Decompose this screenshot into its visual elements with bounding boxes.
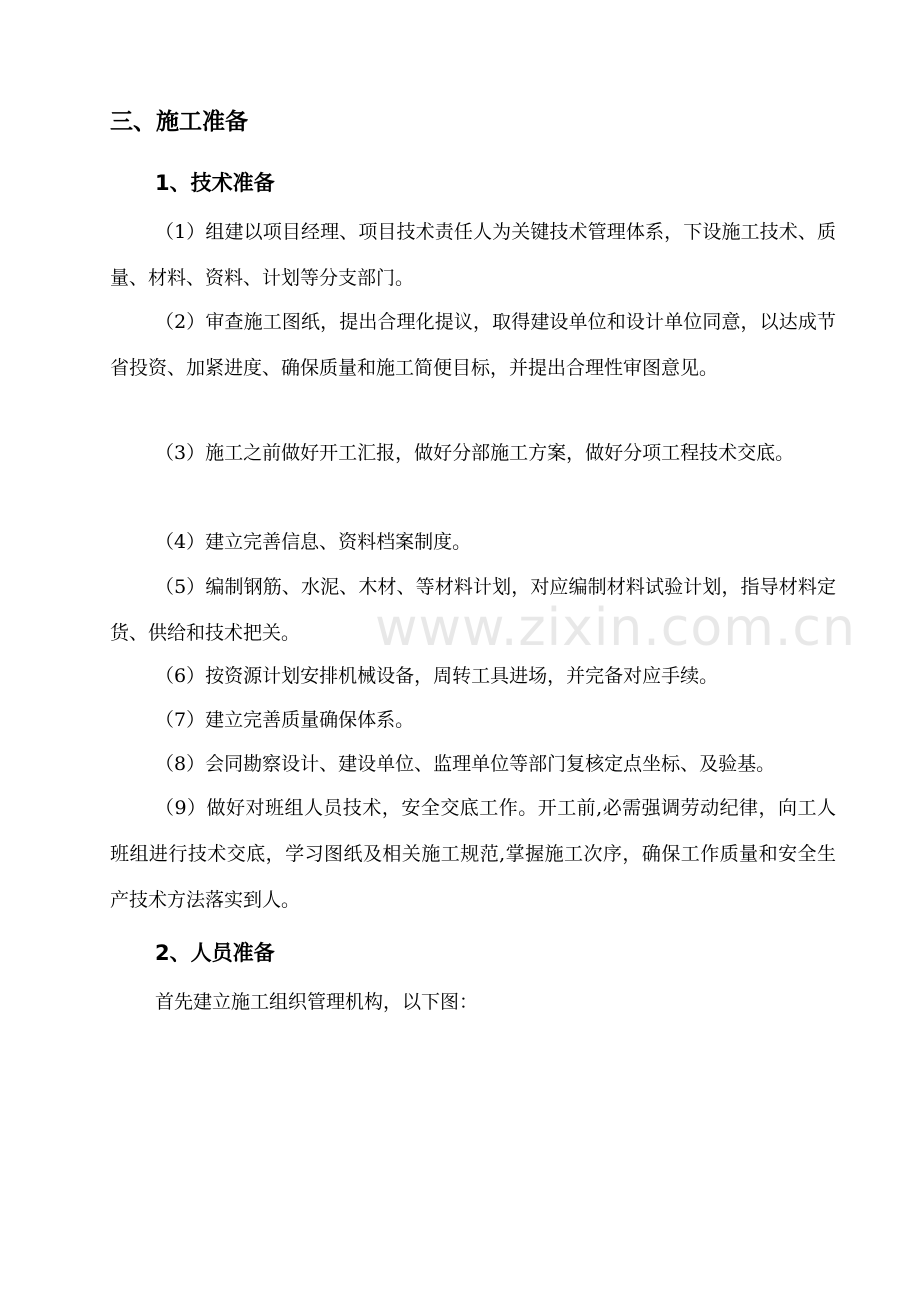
paragraph-item-1: （1）组建以项目经理、项目技术责任人为关键技术管理体系，下设施工技术、质量、材料、资料、计划等分支部门。 [110, 221, 836, 289]
paragraph-item-4: （4）建立完善信息、资料档案制度。 [155, 531, 472, 553]
paragraph-item-2: （2）审查施工图纸，提出合理化提议，取得建设单位和设计单位同意，以达成节省投资、加紧进度、确保质量和施工简便目标，并提出合理性审图意见。 [110, 311, 836, 379]
watermark: www.zixin.com.cn [375, 598, 856, 658]
paragraph-item-9: （9）做好对班组人员技术，安全交底工作。开工前,必需强调劳动纪律，向工人班组进行技术交底，学习图纸及相关施工规范,掌握施工次序，确保工作质量和安全生产技术方法落实到人。 [110, 797, 836, 911]
paragraph-item-3: （3）施工之前做好开工汇报，做好分部施工方案，做好分项工程技术交底。 [155, 442, 795, 464]
paragraph-item-8: （8）会同勘察设计、建设单位、监理单位等部门复核定点坐标、及验基。 [155, 753, 776, 775]
subsection-title-technical: 1、技术准备 [155, 171, 275, 195]
paragraph-item-5: （5）编制钢筋、水泥、木材、等材料计划，对应编制材料试验计划，指导材料定货、供给和技术把关。 [110, 576, 836, 644]
paragraph-item-7: （7）建立完善质量确保体系。 [155, 709, 415, 731]
section-title: 三、施工准备 [110, 109, 248, 135]
subsection-title-personnel: 2、人员准备 [155, 941, 275, 965]
paragraph-item-6: （6）按资源计划安排机械设备，周转工具进场，并完备对应手续。 [155, 665, 719, 687]
paragraph-personnel: 首先建立施工组织管理机构，以下图： [155, 991, 479, 1013]
